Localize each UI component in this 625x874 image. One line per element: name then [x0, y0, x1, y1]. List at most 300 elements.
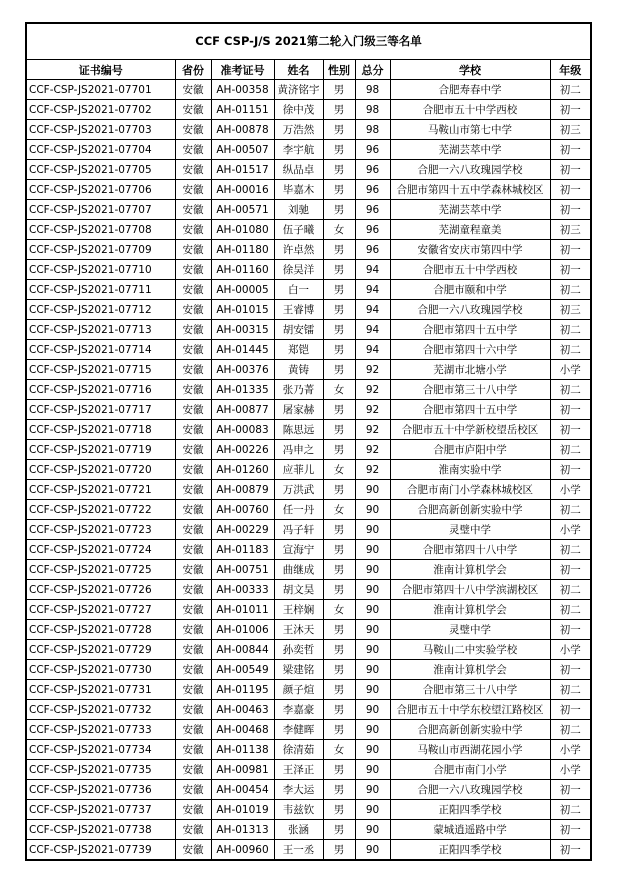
school-cell: 合肥市第四十八中学	[390, 540, 550, 560]
column-header-grade: 年级	[550, 60, 590, 80]
province-cell: 安徽	[175, 380, 211, 400]
table-row	[27, 400, 590, 420]
exam-id-cell: AH-00005	[211, 280, 274, 300]
score-cell: 92	[355, 440, 390, 460]
score-cell: 98	[355, 80, 390, 100]
name-cell: 郑铠	[274, 340, 323, 360]
name-cell: 王梓娴	[274, 600, 323, 620]
province-cell: 安徽	[175, 560, 211, 580]
school-cell: 蒙城逍遥路中学	[390, 820, 550, 840]
name-cell: 任一丹	[274, 500, 323, 520]
cert-no-cell: CCF-CSP-JS2021-07727	[27, 600, 175, 620]
cert-no-cell: CCF-CSP-JS2021-07739	[27, 840, 175, 860]
school-cell: 合肥市第三十八中学	[390, 680, 550, 700]
score-cell: 96	[355, 160, 390, 180]
gender-cell: 男	[323, 260, 355, 280]
cert-no-cell: CCF-CSP-JS2021-07702	[27, 100, 175, 120]
province-cell: 安徽	[175, 320, 211, 340]
school-cell: 淮南计算机学会	[390, 600, 550, 620]
province-cell: 安徽	[175, 340, 211, 360]
table-row	[27, 460, 590, 480]
table-row	[27, 520, 590, 540]
table-row	[27, 720, 590, 740]
column-header-cert-no: 证书编号	[27, 60, 175, 80]
province-cell: 安徽	[175, 700, 211, 720]
cert-no-cell: CCF-CSP-JS2021-07715	[27, 360, 175, 380]
cert-no-cell: CCF-CSP-JS2021-07718	[27, 420, 175, 440]
column-header-province: 省份	[175, 60, 211, 80]
gender-cell: 女	[323, 380, 355, 400]
score-cell: 94	[355, 320, 390, 340]
grade-cell: 初二	[550, 380, 590, 400]
gender-cell: 男	[323, 780, 355, 800]
gender-cell: 男	[323, 660, 355, 680]
province-cell: 安徽	[175, 400, 211, 420]
grade-cell: 初一	[550, 660, 590, 680]
cert-no-cell: CCF-CSP-JS2021-07730	[27, 660, 175, 680]
exam-id-cell: AH-00877	[211, 400, 274, 420]
cert-no-cell: CCF-CSP-JS2021-07724	[27, 540, 175, 560]
name-cell: 李健晖	[274, 720, 323, 740]
score-cell: 92	[355, 460, 390, 480]
grade-cell: 初一	[550, 460, 590, 480]
cert-no-cell: CCF-CSP-JS2021-07709	[27, 240, 175, 260]
score-cell: 92	[355, 400, 390, 420]
score-cell: 90	[355, 760, 390, 780]
school-cell: 合肥市五十中学新校望岳校区	[390, 420, 550, 440]
table-row	[27, 560, 590, 580]
exam-id-cell: AH-00844	[211, 640, 274, 660]
score-cell: 96	[355, 140, 390, 160]
school-cell: 安徽省安庆市第四中学	[390, 240, 550, 260]
score-cell: 94	[355, 280, 390, 300]
exam-id-cell: AH-01160	[211, 260, 274, 280]
award-list-sheet	[25, 22, 592, 861]
grade-cell: 小学	[550, 740, 590, 760]
exam-id-cell: AH-00083	[211, 420, 274, 440]
school-cell: 合肥市颐和中学	[390, 280, 550, 300]
province-cell: 安徽	[175, 660, 211, 680]
score-cell: 92	[355, 380, 390, 400]
province-cell: 安徽	[175, 620, 211, 640]
gender-cell: 男	[323, 240, 355, 260]
school-cell: 合肥市南门小学	[390, 760, 550, 780]
column-header-exam-id: 准考证号	[211, 60, 274, 80]
table-row	[27, 780, 590, 800]
school-cell: 合肥寿春中学	[390, 80, 550, 100]
table-row	[27, 220, 590, 240]
school-cell: 合肥一六八玫瑰园学校	[390, 160, 550, 180]
table-row	[27, 760, 590, 780]
grade-cell: 初二	[550, 720, 590, 740]
exam-id-cell: AH-00879	[211, 480, 274, 500]
school-cell: 芜湖市北塘小学	[390, 360, 550, 380]
cert-no-cell: CCF-CSP-JS2021-07704	[27, 140, 175, 160]
cert-no-cell: CCF-CSP-JS2021-07738	[27, 820, 175, 840]
province-cell: 安徽	[175, 420, 211, 440]
name-cell: 冯申之	[274, 440, 323, 460]
gender-cell: 男	[323, 340, 355, 360]
exam-id-cell: AH-00878	[211, 120, 274, 140]
exam-id-cell: AH-00981	[211, 760, 274, 780]
table-row	[27, 680, 590, 700]
score-cell: 90	[355, 660, 390, 680]
school-cell: 正阳四季学校	[390, 800, 550, 820]
school-cell: 合肥市五十中学西校	[390, 260, 550, 280]
table-row	[27, 180, 590, 200]
score-cell: 96	[355, 240, 390, 260]
gender-cell: 女	[323, 220, 355, 240]
school-cell: 淮南实验中学	[390, 460, 550, 480]
school-cell: 正阳四季学校	[390, 840, 550, 860]
grade-cell: 小学	[550, 640, 590, 660]
cert-no-cell: CCF-CSP-JS2021-07716	[27, 380, 175, 400]
grade-cell: 初一	[550, 100, 590, 120]
name-cell: 万浩然	[274, 120, 323, 140]
province-cell: 安徽	[175, 200, 211, 220]
exam-id-cell: AH-00226	[211, 440, 274, 460]
school-cell: 灵璧中学	[390, 620, 550, 640]
cert-no-cell: CCF-CSP-JS2021-07736	[27, 780, 175, 800]
grade-cell: 初二	[550, 580, 590, 600]
cert-no-cell: CCF-CSP-JS2021-07707	[27, 200, 175, 220]
exam-id-cell: AH-00229	[211, 520, 274, 540]
exam-id-cell: AH-01335	[211, 380, 274, 400]
name-cell: 万洪武	[274, 480, 323, 500]
table-row	[27, 540, 590, 560]
province-cell: 安徽	[175, 820, 211, 840]
exam-id-cell: AH-00751	[211, 560, 274, 580]
score-cell: 94	[355, 340, 390, 360]
province-cell: 安徽	[175, 160, 211, 180]
score-cell: 90	[355, 580, 390, 600]
name-cell: 李宇航	[274, 140, 323, 160]
gender-cell: 男	[323, 440, 355, 460]
grade-cell: 初三	[550, 120, 590, 140]
column-header-score: 总分	[355, 60, 390, 80]
table-row	[27, 260, 590, 280]
school-cell: 合肥高新创新实验中学	[390, 500, 550, 520]
column-header-name: 姓名	[274, 60, 323, 80]
gender-cell: 女	[323, 460, 355, 480]
table-header-row	[27, 60, 590, 80]
school-cell: 淮南计算机学会	[390, 660, 550, 680]
province-cell: 安徽	[175, 180, 211, 200]
table-row	[27, 440, 590, 460]
province-cell: 安徽	[175, 600, 211, 620]
name-cell: 王睿博	[274, 300, 323, 320]
cert-no-cell: CCF-CSP-JS2021-07714	[27, 340, 175, 360]
name-cell: 黄济铭宇	[274, 80, 323, 100]
exam-id-cell: AH-01517	[211, 160, 274, 180]
cert-no-cell: CCF-CSP-JS2021-07713	[27, 320, 175, 340]
gender-cell: 男	[323, 280, 355, 300]
grade-cell: 初一	[550, 420, 590, 440]
table-row	[27, 300, 590, 320]
name-cell: 伍子曦	[274, 220, 323, 240]
cert-no-cell: CCF-CSP-JS2021-07712	[27, 300, 175, 320]
cert-no-cell: CCF-CSP-JS2021-07720	[27, 460, 175, 480]
exam-id-cell: AH-01015	[211, 300, 274, 320]
exam-id-cell: AH-01006	[211, 620, 274, 640]
score-cell: 90	[355, 840, 390, 860]
name-cell: 韦兹钦	[274, 800, 323, 820]
score-cell: 98	[355, 120, 390, 140]
name-cell: 徐中茂	[274, 100, 323, 120]
score-cell: 90	[355, 540, 390, 560]
cert-no-cell: CCF-CSP-JS2021-07737	[27, 800, 175, 820]
school-cell: 合肥一六八玫瑰园学校	[390, 780, 550, 800]
gender-cell: 男	[323, 80, 355, 100]
table-row	[27, 480, 590, 500]
table-row	[27, 500, 590, 520]
name-cell: 颜子煊	[274, 680, 323, 700]
table-row	[27, 160, 590, 180]
exam-id-cell: AH-01180	[211, 240, 274, 260]
cert-no-cell: CCF-CSP-JS2021-07734	[27, 740, 175, 760]
province-cell: 安徽	[175, 240, 211, 260]
gender-cell: 男	[323, 700, 355, 720]
grade-cell: 初二	[550, 540, 590, 560]
table-row	[27, 360, 590, 380]
exam-id-cell: AH-00463	[211, 700, 274, 720]
grade-cell: 初二	[550, 340, 590, 360]
score-cell: 90	[355, 480, 390, 500]
province-cell: 安徽	[175, 120, 211, 140]
grade-cell: 初一	[550, 700, 590, 720]
exam-id-cell: AH-01019	[211, 800, 274, 820]
province-cell: 安徽	[175, 360, 211, 380]
grade-cell: 初一	[550, 160, 590, 180]
cert-no-cell: CCF-CSP-JS2021-07717	[27, 400, 175, 420]
grade-cell: 初一	[550, 240, 590, 260]
gender-cell: 女	[323, 740, 355, 760]
name-cell: 刘驰	[274, 200, 323, 220]
score-cell: 90	[355, 680, 390, 700]
gender-cell: 男	[323, 180, 355, 200]
gender-cell: 男	[323, 620, 355, 640]
table-row	[27, 120, 590, 140]
table-row	[27, 700, 590, 720]
school-cell: 马鞍山市第七中学	[390, 120, 550, 140]
grade-cell: 初二	[550, 440, 590, 460]
province-cell: 安徽	[175, 220, 211, 240]
province-cell: 安徽	[175, 500, 211, 520]
name-cell: 王沐天	[274, 620, 323, 640]
name-cell: 许卓然	[274, 240, 323, 260]
exam-id-cell: AH-01151	[211, 100, 274, 120]
cert-no-cell: CCF-CSP-JS2021-07728	[27, 620, 175, 640]
province-cell: 安徽	[175, 640, 211, 660]
province-cell: 安徽	[175, 460, 211, 480]
school-cell: 马鞍山市西湖花园小学	[390, 740, 550, 760]
grade-cell: 初二	[550, 800, 590, 820]
grade-cell: 小学	[550, 360, 590, 380]
gender-cell: 男	[323, 120, 355, 140]
cert-no-cell: CCF-CSP-JS2021-07726	[27, 580, 175, 600]
school-cell: 合肥市第四十五中学	[390, 320, 550, 340]
grade-cell: 初一	[550, 620, 590, 640]
school-cell: 合肥市第四十五中学	[390, 400, 550, 420]
name-cell: 毕嘉木	[274, 180, 323, 200]
grade-cell: 初二	[550, 80, 590, 100]
grade-cell: 初一	[550, 180, 590, 200]
table-row	[27, 200, 590, 220]
table-row	[27, 580, 590, 600]
name-cell: 黄铸	[274, 360, 323, 380]
gender-cell: 男	[323, 420, 355, 440]
school-cell: 合肥市第四十六中学	[390, 340, 550, 360]
score-cell: 90	[355, 520, 390, 540]
score-cell: 96	[355, 220, 390, 240]
province-cell: 安徽	[175, 780, 211, 800]
gender-cell: 男	[323, 580, 355, 600]
cert-no-cell: CCF-CSP-JS2021-07722	[27, 500, 175, 520]
grade-cell: 初二	[550, 500, 590, 520]
cert-no-cell: CCF-CSP-JS2021-07705	[27, 160, 175, 180]
gender-cell: 男	[323, 640, 355, 660]
province-cell: 安徽	[175, 300, 211, 320]
column-header-school: 学校	[390, 60, 550, 80]
exam-id-cell: AH-00016	[211, 180, 274, 200]
province-cell: 安徽	[175, 540, 211, 560]
province-cell: 安徽	[175, 720, 211, 740]
exam-id-cell: AH-01183	[211, 540, 274, 560]
score-cell: 90	[355, 820, 390, 840]
province-cell: 安徽	[175, 440, 211, 460]
gender-cell: 男	[323, 100, 355, 120]
grade-cell: 初二	[550, 280, 590, 300]
score-cell: 90	[355, 560, 390, 580]
cert-no-cell: CCF-CSP-JS2021-07703	[27, 120, 175, 140]
school-cell: 合肥市五十中学东校望江路校区	[390, 700, 550, 720]
cert-no-cell: CCF-CSP-JS2021-07725	[27, 560, 175, 580]
name-cell: 陈思远	[274, 420, 323, 440]
table-row	[27, 340, 590, 360]
cert-no-cell: CCF-CSP-JS2021-07708	[27, 220, 175, 240]
province-cell: 安徽	[175, 80, 211, 100]
province-cell: 安徽	[175, 800, 211, 820]
name-cell: 胡文昊	[274, 580, 323, 600]
score-cell: 94	[355, 300, 390, 320]
school-cell: 合肥市第四十五中学森林城校区	[390, 180, 550, 200]
cert-no-cell: CCF-CSP-JS2021-07701	[27, 80, 175, 100]
cert-no-cell: CCF-CSP-JS2021-07735	[27, 760, 175, 780]
cert-no-cell: CCF-CSP-JS2021-07711	[27, 280, 175, 300]
school-cell: 合肥市庐阳中学	[390, 440, 550, 460]
gender-cell: 男	[323, 560, 355, 580]
province-cell: 安徽	[175, 280, 211, 300]
exam-id-cell: AH-00468	[211, 720, 274, 740]
cert-no-cell: CCF-CSP-JS2021-07723	[27, 520, 175, 540]
school-cell: 芜湖芸萃中学	[390, 200, 550, 220]
school-cell: 合肥高新创新实验中学	[390, 720, 550, 740]
grade-cell: 初三	[550, 300, 590, 320]
grade-cell: 初二	[550, 600, 590, 620]
name-cell: 徐清茹	[274, 740, 323, 760]
name-cell: 张乃菁	[274, 380, 323, 400]
exam-id-cell: AH-00571	[211, 200, 274, 220]
cert-no-cell: CCF-CSP-JS2021-07731	[27, 680, 175, 700]
province-cell: 安徽	[175, 680, 211, 700]
name-cell: 徐昊洋	[274, 260, 323, 280]
school-cell: 合肥市第四十八中学滨湖校区	[390, 580, 550, 600]
gender-cell: 男	[323, 320, 355, 340]
province-cell: 安徽	[175, 480, 211, 500]
province-cell: 安徽	[175, 740, 211, 760]
score-cell: 90	[355, 700, 390, 720]
gender-cell: 男	[323, 760, 355, 780]
grade-cell: 初一	[550, 140, 590, 160]
school-cell: 芜湖童程童美	[390, 220, 550, 240]
exam-id-cell: AH-01260	[211, 460, 274, 480]
table-row	[27, 800, 590, 820]
school-cell: 芜湖芸萃中学	[390, 140, 550, 160]
exam-id-cell: AH-00549	[211, 660, 274, 680]
grade-cell: 小学	[550, 760, 590, 780]
table-row	[27, 140, 590, 160]
table-row	[27, 660, 590, 680]
cert-no-cell: CCF-CSP-JS2021-07733	[27, 720, 175, 740]
name-cell: 孙奕哲	[274, 640, 323, 660]
school-cell: 合肥一六八玫瑰园学校	[390, 300, 550, 320]
exam-id-cell: AH-00507	[211, 140, 274, 160]
school-cell: 灵璧中学	[390, 520, 550, 540]
gender-cell: 男	[323, 160, 355, 180]
table-row	[27, 640, 590, 660]
exam-id-cell: AH-00376	[211, 360, 274, 380]
gender-cell: 男	[323, 360, 355, 380]
grade-cell: 初一	[550, 820, 590, 840]
page-title: CCF CSP-J/S 2021第二轮入门级三等名单	[27, 24, 590, 60]
table-row	[27, 820, 590, 840]
exam-id-cell: AH-00760	[211, 500, 274, 520]
table-row	[27, 420, 590, 440]
exam-id-cell: AH-00315	[211, 320, 274, 340]
score-cell: 98	[355, 100, 390, 120]
province-cell: 安徽	[175, 260, 211, 280]
name-cell: 冯子轩	[274, 520, 323, 540]
table-row	[27, 740, 590, 760]
gender-cell: 男	[323, 720, 355, 740]
gender-cell: 男	[323, 820, 355, 840]
exam-id-cell: AH-01138	[211, 740, 274, 760]
grade-cell: 小学	[550, 480, 590, 500]
name-cell: 李大运	[274, 780, 323, 800]
name-cell: 李嘉豪	[274, 700, 323, 720]
cert-no-cell: CCF-CSP-JS2021-07732	[27, 700, 175, 720]
name-cell: 白一	[274, 280, 323, 300]
gender-cell: 男	[323, 800, 355, 820]
score-cell: 92	[355, 420, 390, 440]
gender-cell: 女	[323, 500, 355, 520]
name-cell: 王一丞	[274, 840, 323, 860]
cert-no-cell: CCF-CSP-JS2021-07710	[27, 260, 175, 280]
name-cell: 胡安镭	[274, 320, 323, 340]
school-cell: 合肥市第三十八中学	[390, 380, 550, 400]
name-cell: 屠家赫	[274, 400, 323, 420]
exam-id-cell: AH-00358	[211, 80, 274, 100]
name-cell: 梁建铭	[274, 660, 323, 680]
grade-cell: 初一	[550, 560, 590, 580]
score-cell: 90	[355, 500, 390, 520]
table-row	[27, 600, 590, 620]
score-cell: 90	[355, 720, 390, 740]
score-cell: 90	[355, 600, 390, 620]
table-row	[27, 100, 590, 120]
school-cell: 淮南计算机学会	[390, 560, 550, 580]
province-cell: 安徽	[175, 100, 211, 120]
